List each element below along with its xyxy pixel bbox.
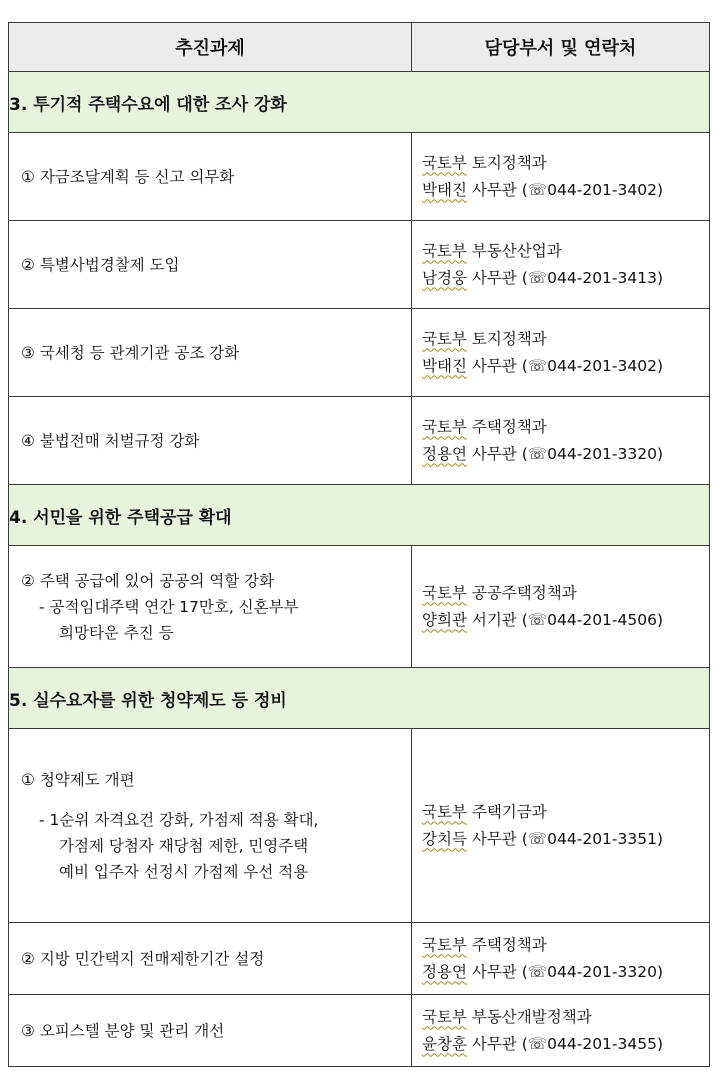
section-title: 3. 투기적 주택수요에 대한 조사 강화: [9, 72, 710, 133]
department: 주택정책과: [471, 417, 547, 436]
officer-title: 사무관: [471, 180, 517, 199]
ministry: 국토부: [422, 935, 467, 954]
ministry: 국토부: [422, 802, 467, 821]
department: 부동산산업과: [471, 241, 562, 260]
phone-number: (☏044-201-3455): [521, 1034, 663, 1053]
department: 토지정책과: [471, 153, 547, 172]
task-detail: - 1순위 자격요건 강화, 가점제 적용 확대,: [39, 810, 319, 829]
table-row: [9, 221, 710, 309]
officer-title: 사무관: [471, 356, 517, 375]
contact-cell: [412, 995, 710, 1067]
task-text: ① 청약제도 개편: [21, 770, 135, 789]
phone-number: (☏044-201-3402): [521, 356, 663, 375]
task-cell: [9, 397, 412, 485]
phone-number: (☏044-201-3320): [521, 962, 663, 981]
task-text: ④ 불법전매 처벌규정 강화: [21, 431, 200, 450]
table-row: [9, 133, 710, 221]
task-cell: [9, 133, 412, 221]
contact-cell: [412, 546, 710, 668]
task-text: ② 지방 민간택지 전매제한기간 설정: [21, 949, 265, 968]
officer-name: 정용연: [422, 962, 467, 981]
task-cell: [9, 729, 412, 923]
task-detail: 예비 입주자 선정시 가점제 우선 적용: [59, 862, 309, 881]
department: 공공주택정책과: [471, 583, 577, 602]
section-title: 5. 실수요자를 위한 청약제도 등 정비: [9, 668, 710, 729]
table-header-row: [9, 23, 710, 72]
officer-title: 사무관: [471, 268, 517, 287]
policy-table: [8, 22, 710, 1067]
phone-number: (☏044-201-3413): [521, 268, 663, 287]
ministry: 국토부: [422, 153, 467, 172]
phone-number: (☏044-201-3402): [521, 180, 663, 199]
officer-name: 남경웅: [422, 268, 467, 287]
task-detail: 가점제 당첨자 재당첨 제한, 민영주택: [59, 836, 309, 855]
contact-cell: [412, 729, 710, 923]
contact-column-header: 담당부서 및 연락처: [412, 23, 710, 72]
officer-title: 서기관: [471, 610, 517, 629]
department: 토지정책과: [471, 329, 547, 348]
officer-title: 사무관: [471, 1034, 517, 1053]
officer-name: 정용연: [422, 444, 467, 463]
officer-name: 윤창훈: [422, 1034, 467, 1053]
officer-title: 사무관: [471, 829, 517, 848]
officer-name: 양희관: [422, 610, 467, 629]
task-column-header: 추진과제: [9, 23, 412, 72]
contact-cell: [412, 397, 710, 485]
task-cell: [9, 221, 412, 309]
table-row: [9, 995, 710, 1067]
task-cell: [9, 309, 412, 397]
table-row: [9, 397, 710, 485]
task-text: ③ 국세청 등 관계기관 공조 강화: [21, 343, 240, 362]
task-detail: 희망타운 추진 등: [59, 623, 174, 642]
task-text: ① 자금조달계획 등 신고 의무화: [21, 167, 235, 186]
phone-number: (☏044-201-3320): [521, 444, 663, 463]
task-text: ② 주택 공급에 있어 공공의 역할 강화: [21, 571, 275, 590]
contact-cell: [412, 221, 710, 309]
ministry: 국토부: [422, 417, 467, 436]
table-row: [9, 309, 710, 397]
task-cell: [9, 995, 412, 1067]
officer-name: 박태진: [422, 180, 467, 199]
section-title: 4. 서민을 위한 주택공급 확대: [9, 485, 710, 546]
contact-cell: [412, 923, 710, 995]
task-text: ② 특별사법경찰제 도입: [21, 255, 180, 274]
task-text: ③ 오피스텔 분양 및 관리 개선: [21, 1021, 225, 1040]
officer-title: 사무관: [471, 962, 517, 981]
task-detail: - 공적임대주택 연간 17만호, 신혼부부: [39, 597, 299, 616]
table-row: [9, 546, 710, 668]
task-cell: [9, 923, 412, 995]
officer-name: 강치득: [422, 829, 467, 848]
department: 주택기금과: [471, 802, 547, 821]
department: 주택정책과: [471, 935, 547, 954]
section-header: [9, 668, 710, 729]
section-header: [9, 72, 710, 133]
phone-number: (☏044-201-4506): [521, 610, 663, 629]
table-row: [9, 729, 710, 923]
officer-title: 사무관: [471, 444, 517, 463]
contact-cell: [412, 309, 710, 397]
phone-number: (☏044-201-3351): [521, 829, 663, 848]
ministry: 국토부: [422, 583, 467, 602]
section-header: [9, 485, 710, 546]
ministry: 국토부: [422, 329, 467, 348]
table-row: [9, 923, 710, 995]
officer-name: 박태진: [422, 356, 467, 375]
contact-cell: [412, 133, 710, 221]
task-cell: [9, 546, 412, 668]
ministry: 국토부: [422, 241, 467, 260]
department: 부동산개발정책과: [471, 1007, 592, 1026]
ministry: 국토부: [422, 1007, 467, 1026]
